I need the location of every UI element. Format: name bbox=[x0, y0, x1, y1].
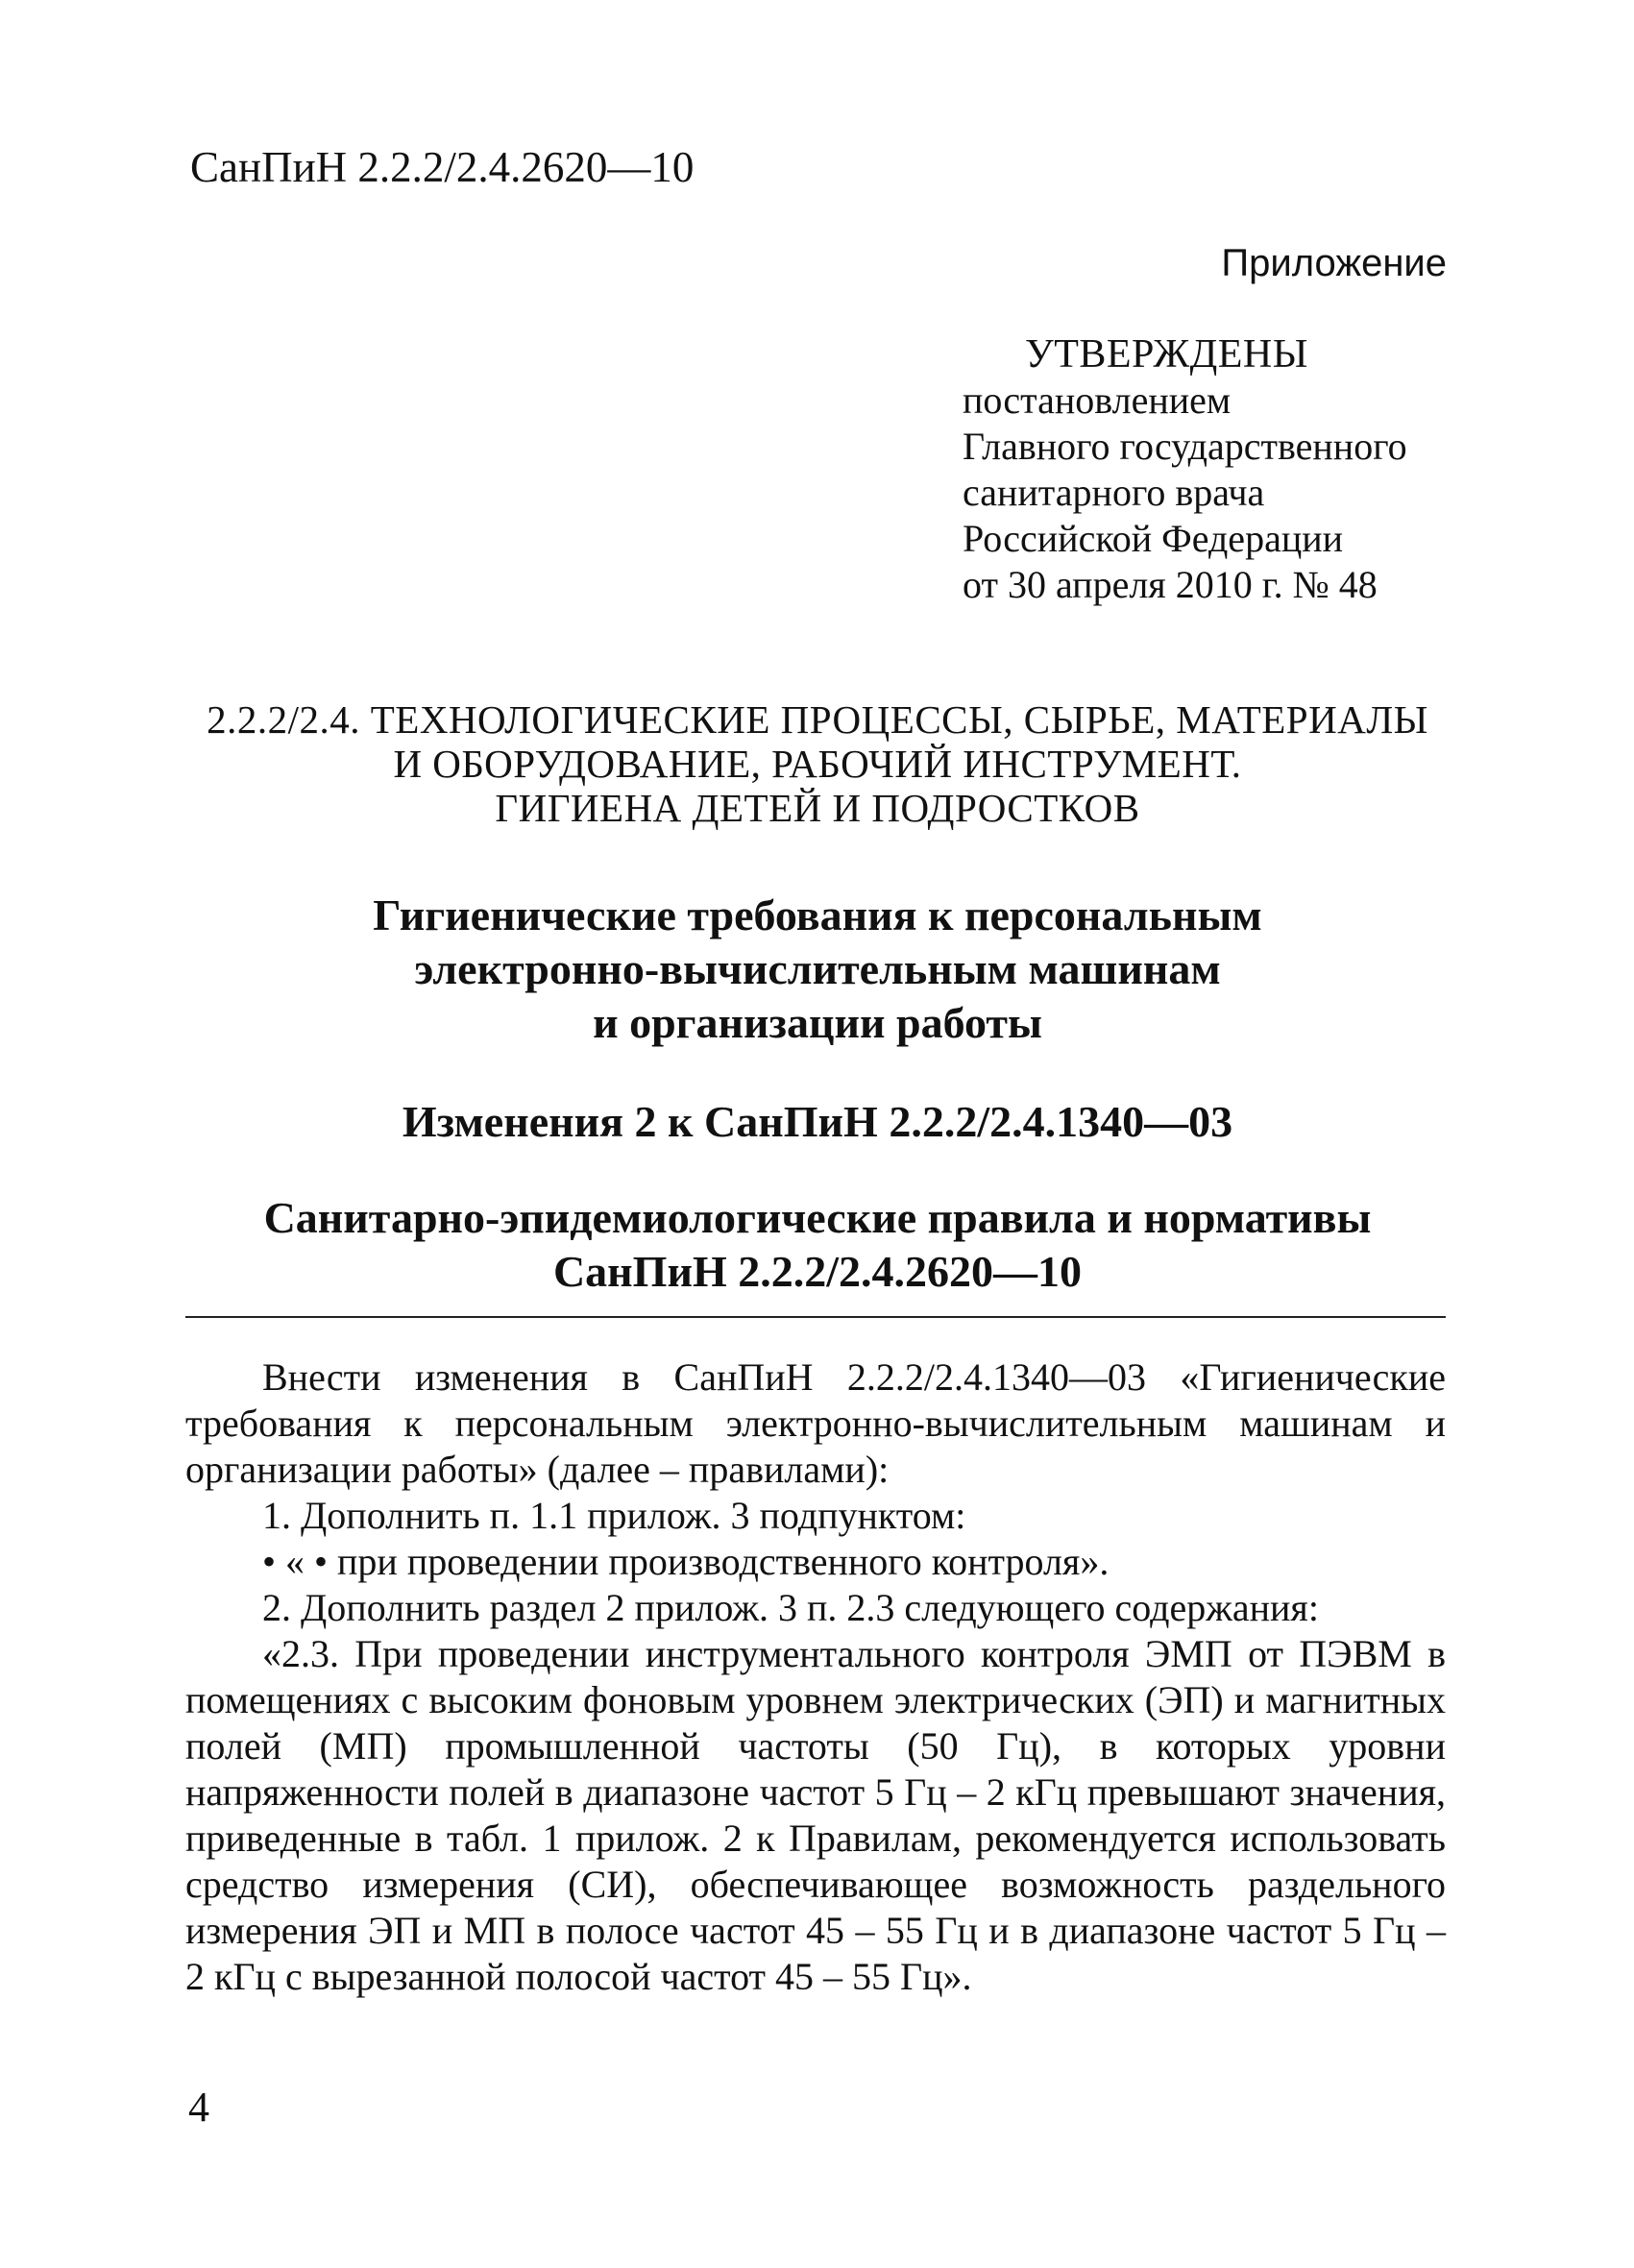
body-item-2: 2. Дополнить раздел 2 прилож. 3 п. 2.3 следующего содержания: bbox=[262, 1586, 1319, 1629]
section-heading-line: И ОБОРУДОВАНИЕ, РАБОЧИЙ ИНСТРУМЕНТ. bbox=[393, 742, 1242, 786]
approval-line: постановлением bbox=[963, 378, 1232, 422]
body-paragraph-intro: Внести изменения в СанПиН 2.2.2/2.4.1340—03 «Гигиенические требования к персональным электронно-вычислительным машинам и организации работы» (далее – правилами): bbox=[185, 1355, 1446, 1491]
body-item-2-text: «2.3. При проведении инструментального контроля ЭМП от ПЭВМ в помещениях с высоким фоновым уровнем электрических (ЭП) и магнитных полей (МП) промышленной частоты (50 Гц), в которых уровни напряженности полей в диапазоне частот 5 Гц – 2 кГц превышают значения, приведенные в табл. 1 прилож. 2 к Правилам, рекомендуется использовать средство измерения (СИ), обеспечивающее возможность раздельного измерения ЭП и МП в полосе частот 45 – 55 Гц и в диапазоне частот 5 Гц – 2 кГц с вырезанной полосой частот 45 – 55 Гц». bbox=[185, 1632, 1446, 1998]
changes-title: Изменения 2 к СанПиН 2.2.2/2.4.1340—03 bbox=[402, 1097, 1233, 1146]
approval-line: санитарного врача bbox=[963, 471, 1265, 514]
appendix-label: Приложение bbox=[1221, 242, 1447, 284]
document-code: СанПиН 2.2.2/2.4.2620—10 bbox=[190, 143, 695, 191]
body-item-1: 1. Дополнить п. 1.1 прилож. 3 подпунктом: bbox=[262, 1494, 966, 1537]
document-title-line: Гигиенические требования к персональным bbox=[373, 890, 1262, 939]
document-body bbox=[185, 1354, 1446, 2000]
approval-line: от 30 апреля 2010 г. № 48 bbox=[963, 563, 1378, 606]
document-title-line: электронно-вычислительным машинам bbox=[414, 944, 1221, 993]
approval-line: Российской Федерации bbox=[963, 517, 1344, 560]
approval-title: УТВЕРЖДЕНЫ bbox=[1025, 332, 1308, 377]
body-item-1-bullet: • « • при проведении производственного контроля». bbox=[262, 1540, 1110, 1583]
section-heading-line: ГИГИЕНА ДЕТЕЙ И ПОДРОСТКОВ bbox=[495, 786, 1140, 830]
section-heading-line: 2.2.2/2.4. ТЕХНОЛОГИЧЕСКИЕ ПРОЦЕССЫ, СЫРЬЕ, МАТЕРИАЛЫ bbox=[207, 697, 1428, 742]
rules-title bbox=[144, 1191, 1491, 1299]
divider-line bbox=[185, 1316, 1446, 1318]
page-number: 4 bbox=[188, 2084, 209, 2131]
approval-block bbox=[963, 331, 1407, 608]
rules-title-line: СанПиН 2.2.2/2.4.2620—10 bbox=[552, 1247, 1083, 1296]
document-title bbox=[144, 889, 1491, 1050]
approval-line: Главного государственного bbox=[963, 425, 1407, 468]
section-heading bbox=[144, 697, 1491, 830]
rules-title-line: Санитарно-эпидемиологические правила и нормативы bbox=[263, 1193, 1372, 1242]
document-title-line: и организации работы bbox=[593, 998, 1042, 1047]
